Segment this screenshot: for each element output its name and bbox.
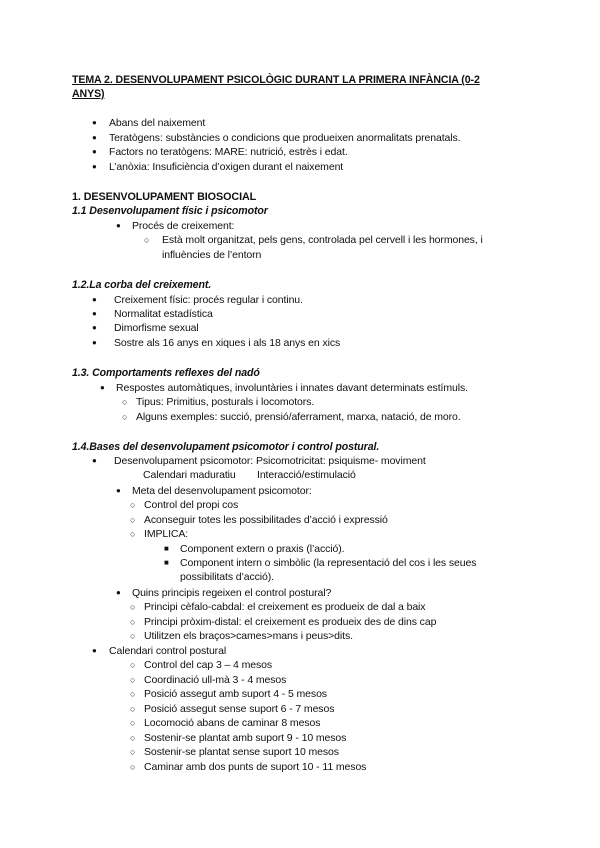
subsection-heading-1-4: 1.4.Bases del desenvolupament psicomotor i control postural.: [72, 441, 380, 453]
list-item: Està molt organitzat, pels gens, controlada pel cervell i les hormones, i: [162, 234, 483, 246]
bullet-circle-icon: ○: [130, 689, 136, 699]
bullet-circle-icon: ○: [122, 397, 128, 407]
bullet-square-icon: ■: [164, 544, 169, 553]
bullet-circle-icon: ○: [130, 718, 136, 728]
bullet-dot-icon: ●: [92, 118, 97, 127]
bullet-dot-icon: ●: [92, 133, 97, 142]
list-item: Procés de creixement:: [132, 220, 235, 232]
bullet-square-icon: ■: [164, 558, 169, 567]
list-item: Dimorfisme sexual: [114, 322, 199, 334]
list-item: Posició assegut amb suport 4 - 5 mesos: [144, 688, 327, 700]
bullet-circle-icon: ○: [130, 529, 136, 539]
bullet-dot-icon: ●: [92, 323, 97, 332]
doc-title-line2: ANYS): [72, 88, 105, 100]
list-item: Calendari control postural: [109, 645, 227, 657]
list-item: Utilitzen els braços>cames>mans i peus>dits.: [144, 630, 353, 642]
list-item: Meta del desenvolupament psicomotor:: [132, 485, 312, 497]
bullet-dot-icon: ●: [92, 147, 97, 156]
list-item: Component intern o simbòlic (la representació del cos i les seues: [180, 557, 477, 569]
subsection-heading-1-1: 1.1 Desenvolupament físic i psicomotor: [72, 205, 268, 217]
bullet-circle-icon: ○: [130, 660, 136, 670]
bullet-dot-icon: ●: [92, 646, 97, 655]
list-item: Quins principis regeixen el control postural?: [132, 587, 332, 599]
list-item: Respostes automàtiques, involuntàries i innates davant determinats estímuls.: [116, 382, 468, 394]
intro-item: Teratògens: substàncies o condicions que produeixen anormalitats prenatals.: [109, 132, 461, 144]
bullet-circle-icon: ○: [130, 500, 136, 510]
intro-item: Abans del naixement: [109, 117, 206, 129]
list-item: Principi cèfalo-cabdal: el creixement es produeix de dal a baix: [144, 601, 426, 613]
list-item: Alguns exemples: succió, prensió/aferrament, marxa, natació, de moro.: [136, 411, 461, 423]
list-item: Sostenir-se plantat sense suport 10 mesos: [144, 746, 339, 758]
subsection-heading-1-2: 1.2.La corba del creixement.: [72, 279, 212, 291]
list-item: Posició assegut sense suport 6 - 7 mesos: [144, 703, 335, 715]
bullet-circle-icon: ○: [130, 515, 136, 525]
list-item-continuation: influències de l’entorn: [162, 249, 262, 261]
list-item: Control del cap 3 – 4 mesos: [144, 659, 273, 671]
list-item: Sostre als 16 anys en xiques i als 18 anys en xics: [114, 337, 341, 349]
bullet-dot-icon: ●: [92, 309, 97, 318]
doc-title-line1: TEMA 2. DESENVOLUPAMENT PSICOLÒGIC DURANT LA PRIMERA INFÀNCIA (0-2: [72, 74, 480, 86]
list-item: Control del propi cos: [144, 499, 239, 511]
list-item: Principi pròxim-distal: el creixement es produeix des de dins cap: [144, 616, 437, 628]
intro-item: L’anòxia: Insuficiència d’oxigen durant el naixement: [109, 161, 344, 173]
bullet-circle-icon: ○: [122, 412, 128, 422]
bullet-circle-icon: ○: [130, 631, 136, 641]
bullet-dot-icon: ●: [116, 588, 121, 597]
bullet-dot-icon: ●: [92, 295, 97, 304]
bullet-circle-icon: ○: [130, 762, 136, 772]
bullet-circle-icon: ○: [130, 617, 136, 627]
list-item: Tipus: Primitius, posturals i locomotors.: [136, 396, 315, 408]
list-item: Caminar amb dos punts de suport 10 - 11 mesos: [144, 761, 367, 773]
list-item-continuation: possibilitats d’acció).: [180, 571, 274, 583]
list-item: Component extern o praxis (l’acció).: [180, 543, 345, 555]
section-heading-1: 1. DESENVOLUPAMENT BIOSOCIAL: [72, 191, 257, 203]
bullet-dot-icon: ●: [92, 162, 97, 171]
list-item-detail: Interacció/estimulació: [257, 469, 356, 481]
bullet-circle-icon: ○: [130, 704, 136, 714]
list-item: Desenvolupament psicomotor: Psicomotricitat: psiquisme- moviment: [114, 455, 426, 467]
list-item: Normalitat estadística: [114, 308, 213, 320]
list-item: Sostenir-se plantat amb suport 9 - 10 mesos: [144, 732, 347, 744]
bullet-dot-icon: ●: [92, 338, 97, 347]
list-item: Aconseguir totes les possibilitades d’acció i expressió: [144, 514, 388, 526]
list-item: Locomoció abans de caminar 8 mesos: [144, 717, 321, 729]
bullet-dot-icon: ●: [100, 383, 105, 392]
bullet-circle-icon: ○: [130, 602, 136, 612]
bullet-circle-icon: ○: [144, 235, 150, 245]
bullet-circle-icon: ○: [130, 733, 136, 743]
bullet-circle-icon: ○: [130, 747, 136, 757]
list-item: Creixement físic: procés regular i continu.: [114, 294, 303, 306]
intro-item: Factors no teratògens: MARE: nutrició, estrès i edat.: [109, 146, 348, 158]
bullet-circle-icon: ○: [130, 675, 136, 685]
list-item-detail: Calendari maduratiu: [143, 469, 236, 481]
list-item: Coordinació ull-mà 3 - 4 mesos: [144, 674, 287, 686]
bullet-dot-icon: ●: [116, 486, 121, 495]
bullet-dot-icon: ●: [92, 456, 97, 465]
list-item: IMPLICA:: [144, 528, 189, 540]
subsection-heading-1-3: 1.3. Comportaments reflexes del nadó: [72, 367, 260, 379]
bullet-dot-icon: ●: [116, 221, 121, 230]
